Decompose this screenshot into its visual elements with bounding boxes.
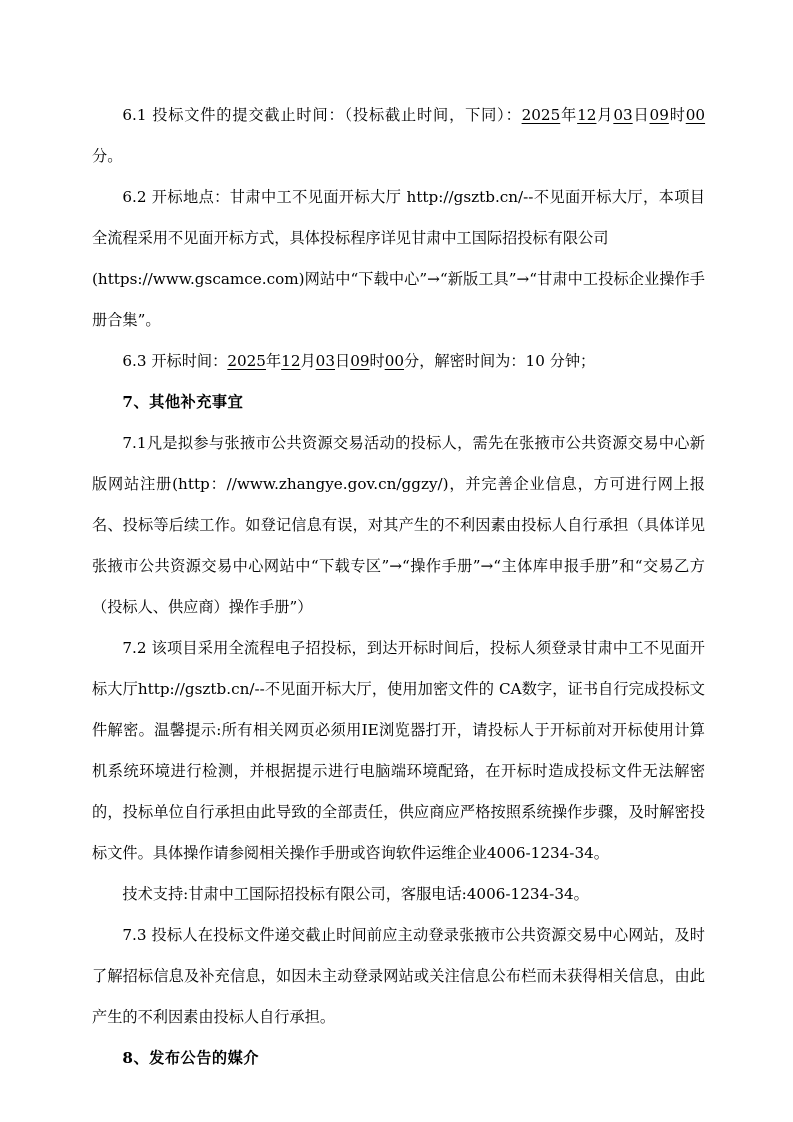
text-run: 技术支持:甘肃中工国际招投标有限公司，客服电话:4006-1234-34。 [122,885,589,903]
text-run: 7.2 该项目采用全流程电子招投标，到达开标时间后，投标人须登录甘肃中工不见面开标大厅http://gsztb.cn/--不见面开标大厅，使用加密文件的 CA数字，证书自行完成投标文件解密。温馨提示:所有相关网页必须用IE浏览器打开，请投标人于开标前对开标使用计算机系统环境进行检测，并根据提示进行电脑端环境配臵，在开标时造成投标文件无法解密的，投标单位自行承担由此导致的全部责任，供应商应严格按照系统操作步骤，及时解密投标文件。具体操作请参阅相关操作手册或咨询软件运维企业4006-1234-34。 [92,639,705,862]
text-run: 日 [335,352,351,370]
text-run: 分。 [92,147,123,165]
text-run: 6.2 开标地点：甘肃中工不见面开标大厅 http://gsztb.cn/--不见面开标大厅，本项目全流程采用不见面开标方式，具体投标程序详见甘肃中工国际招投标有限公司 [92,188,705,247]
paragraph [92,628,705,874]
filled-blank: 12 [577,106,597,124]
paragraph [92,177,705,259]
filled-blank: 09 [350,352,370,370]
text-run: 7.3 投标人在投标文件递交截止时间前应主动登录张掖市公共资源交易中心网站，及时了解招标信息及补充信息，如因未主动登录网站或关注信息公布栏而未获得相关信息，由此产生的不利因素由投标人自行承担。 [92,926,705,1026]
paragraph [92,95,705,177]
paragraph [92,259,705,341]
text-run: 年 [560,106,578,124]
text-run: 8、发布公告的媒介 [122,1049,259,1067]
text-run: 7、其他补充事宜 [122,393,244,411]
filled-blank: 03 [613,106,633,124]
text-run: 时 [668,106,686,124]
section-heading [92,1038,705,1079]
text-run: 6.3 开标时间： [122,352,228,370]
text-run: 6.1 投标文件的提交截止时间：（投标截止时间，下同）： [122,106,522,124]
paragraph [92,341,705,382]
text-run: 分，解密时间为：10 分钟； [404,352,596,370]
filled-blank: 00 [685,106,706,124]
filled-blank: 03 [315,352,335,370]
text-run: 7.1凡是拟参与张掖市公共资源交易活动的投标人，需先在张掖市公共资源交易中心新版网站注册(http：//www.zhangye.gov.cn/ggzy/)，并完善企业信息，方可进行网上报名、投标等后续工作。如登记信息有误，对其产生的不利因素由投标人自行承担（具体详见张掖市公共资源交易中心网站中“下载专区”→“操作手册”→“主体库申报手册”和“交易乙方（投标人、供应商）操作手册”） [92,434,705,616]
filled-blank: 12 [281,352,301,370]
document-body [92,95,705,1079]
text-run: 月 [596,106,614,124]
paragraph [92,874,705,915]
filled-blank: 2025 [521,106,561,124]
text-run: (https://www.gscamce.com)网站中“下载中心”→“新版工具”→“甘肃中工投标企业操作手册合集”。 [92,270,705,329]
text-run: 月 [300,352,316,370]
filled-blank: 2025 [227,352,266,370]
section-heading [92,382,705,423]
text-run: 时 [369,352,385,370]
paragraph [92,423,705,628]
filled-blank: 00 [384,352,405,370]
text-run: 日 [632,106,650,124]
paragraph [92,915,705,1038]
text-run: 年 [265,352,282,370]
filled-blank: 09 [649,106,669,124]
